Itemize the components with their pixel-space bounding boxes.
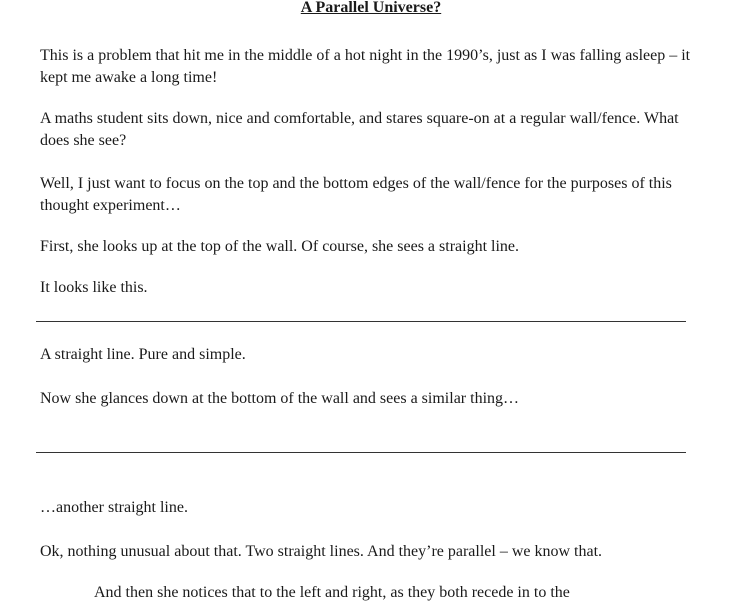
bottom-edge-line [36, 452, 686, 453]
paragraph-1: This is a problem that hit me in the middle of a hot night in the 1990’s, just as I was falling asleep – it kept me awake a long time! [40, 47, 691, 86]
paragraph-7: Now she glances down at the bottom of the wall and sees a similar thing… [40, 390, 520, 407]
paragraph-8: …another straight line. [40, 499, 188, 516]
paragraph-10: And then she notices that to the left and right, as they both recede in to the [94, 584, 570, 601]
paragraph-9: Ok, nothing unusual about that. Two straight lines. And they’re parallel – we know that. [40, 543, 603, 560]
document-title: A Parallel Universe? [300, 0, 442, 16]
top-edge-line [36, 321, 686, 322]
paragraph-2: A maths student sits down, nice and comfortable, and stares square-on at a regular wall/fence. What does she see? [40, 110, 679, 149]
paragraph-3: Well, I just want to focus on the top and the bottom edges of the wall/fence for the purposes of this thought experiment… [40, 175, 672, 214]
paragraph-4: First, she looks up at the top of the wall. Of course, she sees a straight line. [40, 238, 520, 255]
paragraph-6: A straight line. Pure and simple. [40, 346, 246, 363]
paragraph-5: It looks like this. [40, 279, 148, 296]
